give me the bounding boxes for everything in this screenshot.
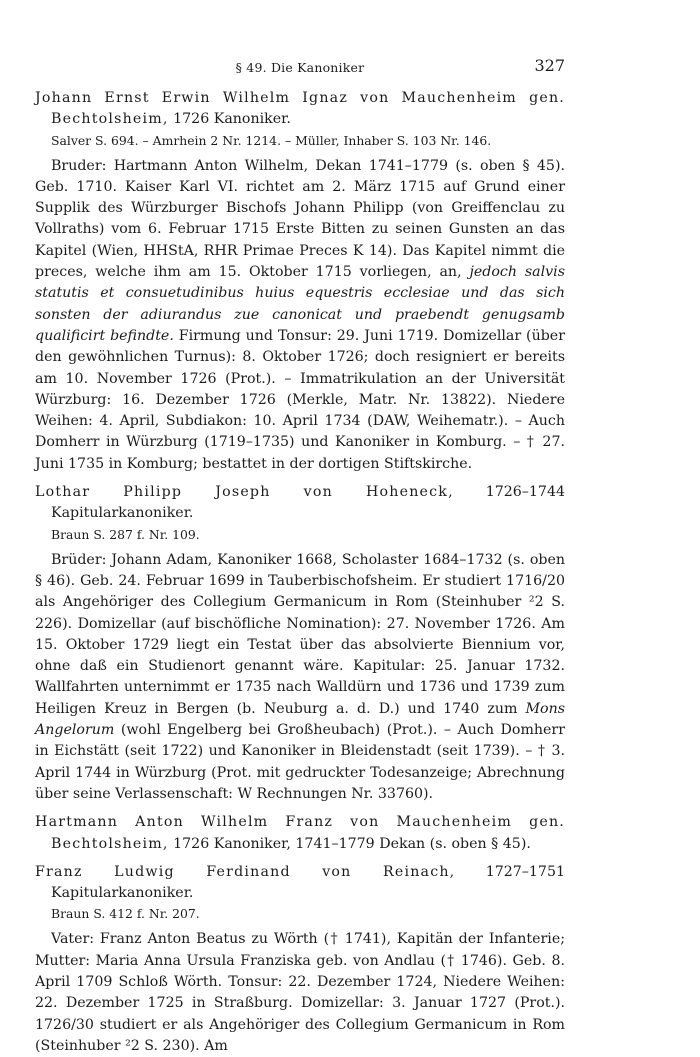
entry-person-name: Lothar Philipp Joseph von Hoheneck, xyxy=(35,484,454,501)
entry-heading xyxy=(35,88,565,131)
paragraph-text: Vater: Franz Anton Beatus zu Wörth († 1741), Kapitän der Infanterie; Mutter: Maria Anna Ursula Franziska geb. von Andlau († 1746). Geb. 8. April 1709 Schloß Wörth. Tonsur: 22. Dezember 1724, Niedere Weihen: 22. Dezember 1725 in Straßburg. Domizellar: 3. Januar 1727 (Prot.). 1726/30 studiert er als Angehöriger des Collegium Germanicum in Rom (Steinhuber ²2 S. 230). Am xyxy=(35,931,565,1054)
entry-office: 1727–1751 Kapitularkanoniker. xyxy=(51,863,565,902)
paragraph-italic-term: Mons Angelorum xyxy=(35,700,565,739)
entry-office: 1726–1744 Kapitularkanoniker. xyxy=(51,484,565,522)
entry-heading xyxy=(35,862,565,905)
running-head xyxy=(35,56,565,78)
entry-person-name: Johann Ernst Erwin Wilhelm Ignaz von Mauchenheim gen. Bechtolsheim, xyxy=(35,90,565,128)
paragraph-quote-italic: jedoch salvis statutis et consuetudinibus huius equestris ecclesiae und das sich sonsten der adiurandus zue canonicat und praebendt genugsamb qualificirt befindte. xyxy=(35,264,565,344)
paragraph-text: (wohl Engelberg bei Großheubach) (Prot.). – Auch Domherr in Eichstätt (seit 1722) und Kanoniker in Bleidenstadt (seit 1739). – † 3. April 1744 in Würzburg (Prot. mit gedruckter Todesanzeige; Abrechnung über seine Verlassenschaft: W Rechnungen Nr. 33760). xyxy=(35,722,565,802)
entry-heading xyxy=(35,482,565,525)
entry-sources: Braun S. 287 f. Nr. 109. xyxy=(51,526,200,542)
entry-heading xyxy=(35,812,565,855)
page-number: 327 xyxy=(534,56,565,75)
paragraph-text: Firmung und Tonsur: 29. Juni 1719. Domizellar (über den gewöhnlichen Turnus): 8. Oktober 1726; doch resigniert er bereits am 10. November 1726 (Prot.). – Immatrikulation an der Universität Würzburg: 16. Dezember 1726 (Merkle, Matr. Nr. 13822). Niedere Weihen: 4. April, Subdiakon: 10. April 1734 (DAW, Weihematr.). – Auch Domherr in Würzburg (1719–1735) und Kanoniker in Komburg. – † 27. Juni 1735 in Komburg; bestattet in der dortigen Stiftskirche. xyxy=(35,327,565,472)
entry-spacer xyxy=(35,805,565,812)
entry-spacer xyxy=(35,475,565,482)
entry-office: 1726 Kanoniker. xyxy=(173,111,291,128)
entry-sources: Braun S. 412 f. Nr. 207. xyxy=(51,906,200,922)
text-body xyxy=(35,88,565,1057)
entry-spacer xyxy=(35,855,565,862)
entry-paragraph xyxy=(35,550,565,806)
running-title: § 49. Die Kanoniker xyxy=(235,60,365,75)
entry-paragraph xyxy=(35,929,565,1057)
paragraph-text: Bruder: Hartmann Anton Wilhelm, Dekan 1741–1779 (s. oben § 45). Geb. 1710. Kaiser Karl VI. richtet am 2. März 1715 auf Grund einer Supplik des Würzburger Bischofs Johann Philipp (von Greiffenclau zu Vollraths) vom 6. Februar 1715 Erste Bitten zu seinen Gunsten an das Kapitel (Wien, HHStA, RHR Primae Preces K 14). Das Kapitel nimmt die preces, welche ihm am 15. Oktober 1715 vorliegen, an, xyxy=(35,157,565,281)
entry-person-name: Franz Ludwig Ferdinand von Reinach, xyxy=(35,863,456,880)
entry-paragraph xyxy=(35,156,565,475)
entry-sources: Salver S. 694. – Amrhein 2 Nr. 1214. – Müller, Inhaber S. 103 Nr. 146. xyxy=(51,132,492,148)
entry-person-name: Hartmann Anton Wilhelm Franz von Mauchenheim gen. Bechtolsheim, xyxy=(35,814,565,852)
paragraph-text: Brüder: Johann Adam, Kanoniker 1668, Scholaster 1684–1732 (s. oben § 46). Geb. 24. Februar 1699 in Tauberbischofsheim. Er studiert 1716/20 als Angehöriger des Collegium Germanicum in Rom (Steinhuber ²2 S. 226). Domizellar (auf bischöfliche Nomination): 27. November 1726. Am 15. Oktober 1729 liegt ein Testat über das absolvierte Biennium vor, ohne daß ein Studienort genannt wäre. Kapitular: 25. Januar 1732. Wallfahrten unternimmt er 1735 nach Walldürn und 1736 und 1739 zum Heiligen Kreuz in Bergen (b. Neuburg a. d. D.) und 1740 zum xyxy=(35,551,565,717)
entry-office: 1726 Kanoniker, 1741–1779 Dekan (s. oben § 45). xyxy=(173,835,531,852)
